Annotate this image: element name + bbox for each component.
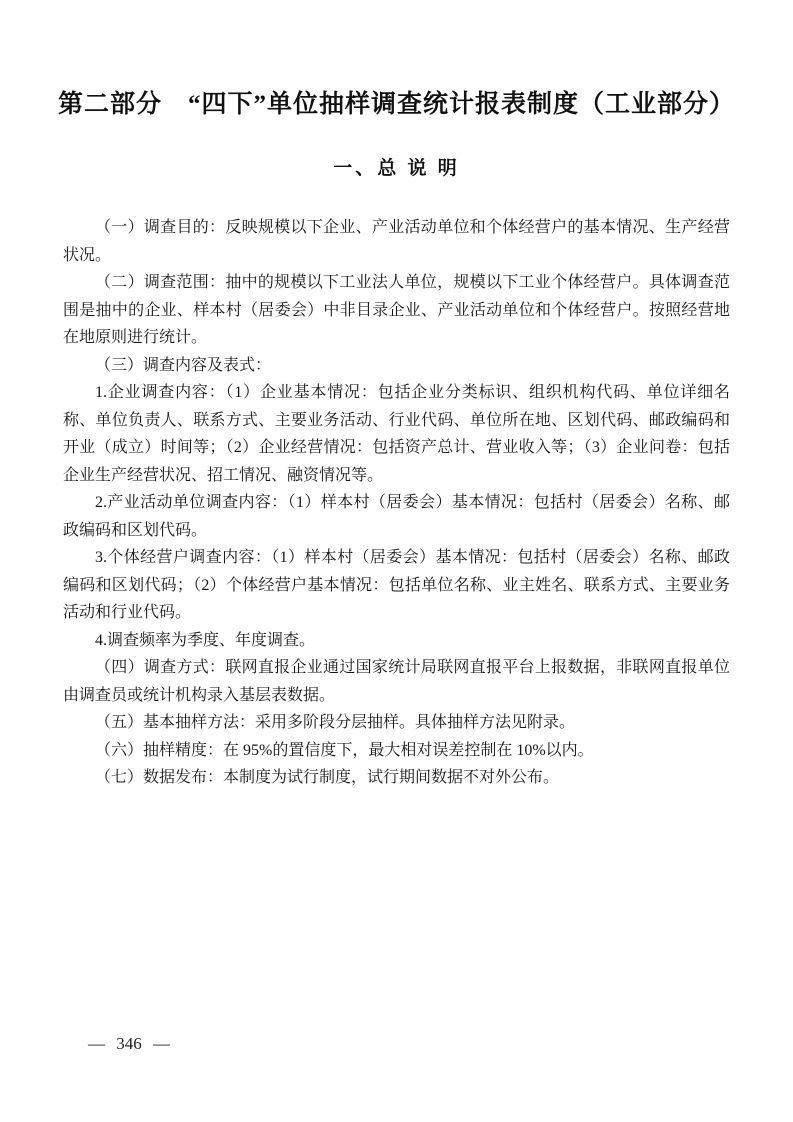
document-body (63, 214, 730, 792)
page-number: — 346 — (88, 1034, 170, 1053)
paragraph-survey-frequency: 4.调查频率为季度、年度调查。 (95, 631, 316, 649)
paragraph-industrial-activity-unit-content: 2.产业活动单位调查内容：（1）样本村（居委会）基本情况：包括村（居委会）名称、邮政编码和区划代码。 (63, 494, 730, 539)
paragraph-individual-business-content: 3.个体经营户调查内容：（1）样本村（居委会）基本情况：包括村（居委会）名称、邮政编码和区划代码；（2）个体经营户基本情况：包括单位名称、业主姓名、联系方式、主要业务活动和行业代码。 (63, 549, 730, 621)
paragraph-survey-scope: （二）调查范围：抽中的规模以下工业法人单位，规模以下工业个体经营户。具体调查范围是抽中的企业、样本村（居委会）中非目录企业、产业活动单位和个体经营户。按照经营地在地原则进行统计。 (63, 274, 730, 346)
section-heading: 一、总 说 明 (333, 158, 460, 179)
paragraph-sampling-method: （五）基本抽样方法：采用多阶段分层抽样。具体抽样方法见附录。 (95, 714, 576, 731)
paragraph-survey-method: （四）调查方式：联网直报企业通过国家统计局联网直报平台上报数据，非联网直报单位由调查员或统计机构录入基层表数据。 (63, 659, 730, 704)
paragraph-survey-purpose: （一）调查目的：反映规模以下企业、产业活动单位和个体经营户的基本情况、生产经营状况。 (63, 219, 730, 264)
document-title: 第二部分 “四下”单位抽样调查统计报表制度（工业部分） (57, 91, 735, 118)
paragraph-enterprise-survey-content: 1.企业调查内容：（1）企业基本情况：包括企业分类标识、组织机构代码、单位详细名称、单位负责人、联系方式、主要业务活动、行业代码、单位所在地、区划代码、邮政编码和开业（成立）时间等；（2）企业经营情况：包括资产总计、营业收入等；（3）企业问卷：包括企业生产经营状况、招工情况、融资情况等。 (63, 384, 730, 484)
paragraph-sampling-precision: （六）抽样精度：在 95%的置信度下，最大相对误差控制在 10%以内。 (95, 741, 594, 759)
paragraph-data-release: （七）数据发布：本制度为试行制度，试行期间数据不对外公布。 (95, 769, 560, 786)
paragraph-survey-content-heading: （三）调查内容及表式： (95, 356, 272, 374)
